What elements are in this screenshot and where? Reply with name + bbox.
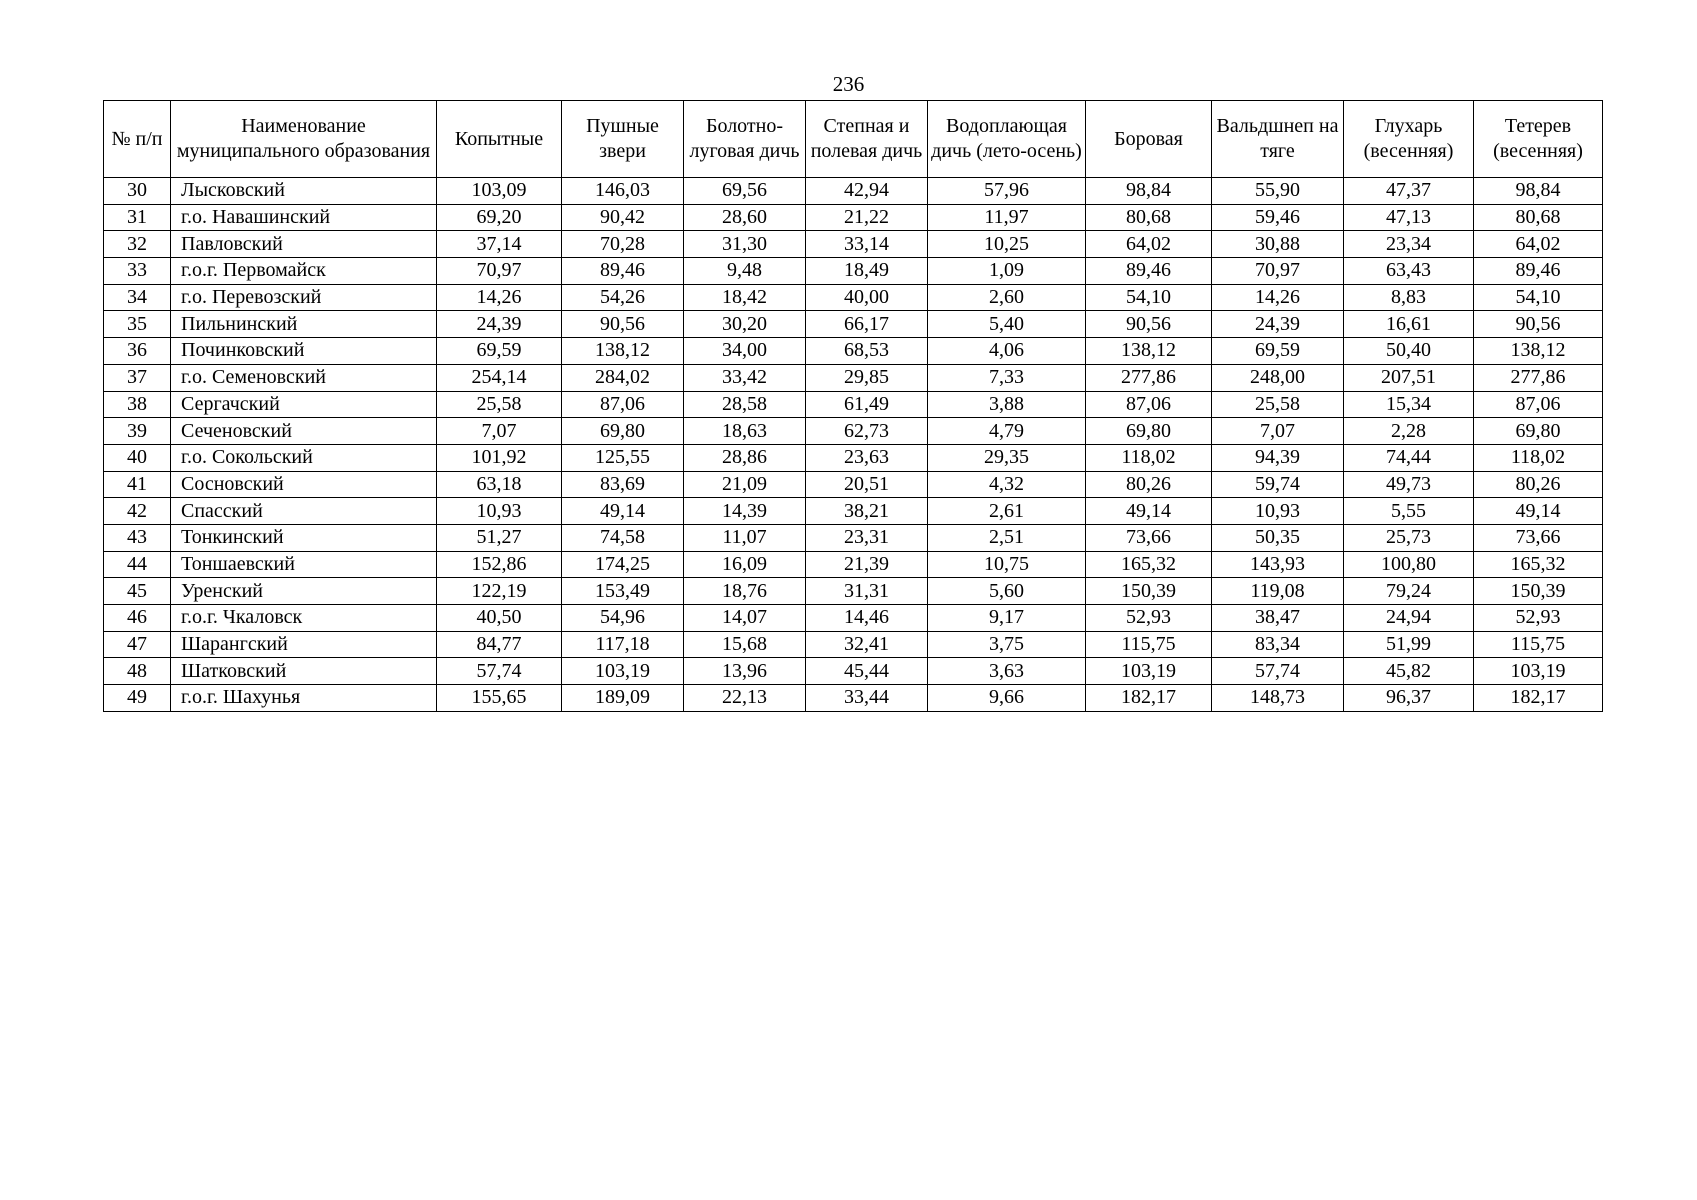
- cell-municipality: г.о.г. Первомайск: [171, 258, 437, 285]
- cell-upland-game: 89,46: [1086, 258, 1212, 285]
- cell-steppe-field-game: 23,63: [806, 444, 928, 471]
- table-row: [104, 444, 1603, 471]
- cell-upland-game: 87,06: [1086, 391, 1212, 418]
- cell-marsh-meadow-game: 28,58: [684, 391, 806, 418]
- cell-fur-animals: 284,02: [562, 364, 684, 391]
- cell-black-grouse: 49,14: [1474, 498, 1603, 525]
- cell-ungulates: 122,19: [437, 578, 562, 605]
- cell-municipality: г.о.г. Чкаловск: [171, 605, 437, 632]
- cell-ungulates: 25,58: [437, 391, 562, 418]
- cell-woodcock: 24,39: [1212, 311, 1344, 338]
- cell-steppe-field-game: 32,41: [806, 631, 928, 658]
- cell-upland-game: 150,39: [1086, 578, 1212, 605]
- cell-waterfowl: 2,61: [928, 498, 1086, 525]
- cell-capercaillie: 24,94: [1344, 605, 1474, 632]
- cell-fur-animals: 138,12: [562, 338, 684, 365]
- cell-fur-animals: 89,46: [562, 258, 684, 285]
- cell-municipality: г.о. Навашинский: [171, 204, 437, 231]
- cell-woodcock: 59,46: [1212, 204, 1344, 231]
- table-row: [104, 524, 1603, 551]
- cell-waterfowl: 11,97: [928, 204, 1086, 231]
- cell-black-grouse: 98,84: [1474, 178, 1603, 205]
- table-row: [104, 418, 1603, 445]
- cell-upland-game: 103,19: [1086, 658, 1212, 685]
- cell-ungulates: 10,93: [437, 498, 562, 525]
- cell-black-grouse: 64,02: [1474, 231, 1603, 258]
- cell-marsh-meadow-game: 14,07: [684, 605, 806, 632]
- cell-municipality: Спасский: [171, 498, 437, 525]
- cell-marsh-meadow-game: 33,42: [684, 364, 806, 391]
- header-woodcock: Вальдшнеп на тяге: [1212, 101, 1344, 178]
- cell-waterfowl: 2,51: [928, 524, 1086, 551]
- cell-steppe-field-game: 18,49: [806, 258, 928, 285]
- cell-waterfowl: 4,06: [928, 338, 1086, 365]
- cell-fur-animals: 54,96: [562, 605, 684, 632]
- cell-waterfowl: 9,17: [928, 605, 1086, 632]
- cell-waterfowl: 5,40: [928, 311, 1086, 338]
- table-row: [104, 311, 1603, 338]
- cell-waterfowl: 29,35: [928, 444, 1086, 471]
- cell-capercaillie: 23,34: [1344, 231, 1474, 258]
- cell-upland-game: 64,02: [1086, 231, 1212, 258]
- cell-capercaillie: 15,34: [1344, 391, 1474, 418]
- cell-waterfowl: 10,75: [928, 551, 1086, 578]
- cell-waterfowl: 3,88: [928, 391, 1086, 418]
- cell-ungulates: 103,09: [437, 178, 562, 205]
- cell-upland-game: 182,17: [1086, 685, 1212, 712]
- header-ungulates: Копытные: [437, 101, 562, 178]
- cell-ungulates: 37,14: [437, 231, 562, 258]
- cell-marsh-meadow-game: 31,30: [684, 231, 806, 258]
- cell-ungulates: 14,26: [437, 284, 562, 311]
- cell-ungulates: 152,86: [437, 551, 562, 578]
- cell-municipality: г.о.г. Шахунья: [171, 685, 437, 712]
- cell-upland-game: 138,12: [1086, 338, 1212, 365]
- cell-waterfowl: 7,33: [928, 364, 1086, 391]
- cell-number: 32: [104, 231, 171, 258]
- table-row: [104, 605, 1603, 632]
- cell-ungulates: 69,59: [437, 338, 562, 365]
- header-upland-game: Боровая: [1086, 101, 1212, 178]
- cell-woodcock: 94,39: [1212, 444, 1344, 471]
- cell-marsh-meadow-game: 18,76: [684, 578, 806, 605]
- cell-capercaillie: 8,83: [1344, 284, 1474, 311]
- cell-number: 47: [104, 631, 171, 658]
- cell-ungulates: 101,92: [437, 444, 562, 471]
- cell-black-grouse: 54,10: [1474, 284, 1603, 311]
- cell-upland-game: 165,32: [1086, 551, 1212, 578]
- cell-number: 36: [104, 338, 171, 365]
- cell-marsh-meadow-game: 15,68: [684, 631, 806, 658]
- cell-ungulates: 24,39: [437, 311, 562, 338]
- cell-municipality: Тоншаевский: [171, 551, 437, 578]
- cell-woodcock: 83,34: [1212, 631, 1344, 658]
- cell-woodcock: 55,90: [1212, 178, 1344, 205]
- cell-number: 49: [104, 685, 171, 712]
- cell-upland-game: 54,10: [1086, 284, 1212, 311]
- cell-woodcock: 143,93: [1212, 551, 1344, 578]
- cell-capercaillie: 51,99: [1344, 631, 1474, 658]
- cell-marsh-meadow-game: 28,86: [684, 444, 806, 471]
- cell-municipality: Шатковский: [171, 658, 437, 685]
- cell-waterfowl: 3,63: [928, 658, 1086, 685]
- cell-ungulates: 84,77: [437, 631, 562, 658]
- cell-steppe-field-game: 40,00: [806, 284, 928, 311]
- header-municipality: Наименование муниципального образования: [171, 101, 437, 178]
- cell-steppe-field-game: 21,39: [806, 551, 928, 578]
- table-body: [104, 178, 1603, 712]
- cell-upland-game: 73,66: [1086, 524, 1212, 551]
- cell-steppe-field-game: 33,14: [806, 231, 928, 258]
- cell-upland-game: 69,80: [1086, 418, 1212, 445]
- cell-upland-game: 49,14: [1086, 498, 1212, 525]
- table-row: [104, 284, 1603, 311]
- cell-waterfowl: 57,96: [928, 178, 1086, 205]
- cell-number: 31: [104, 204, 171, 231]
- cell-upland-game: 118,02: [1086, 444, 1212, 471]
- cell-fur-animals: 90,56: [562, 311, 684, 338]
- table-row: [104, 658, 1603, 685]
- cell-ungulates: 69,20: [437, 204, 562, 231]
- table-row: [104, 364, 1603, 391]
- header-marsh-meadow-game: Болотно-луговая дичь: [684, 101, 806, 178]
- cell-number: 33: [104, 258, 171, 285]
- header-fur-animals: Пушные звери: [562, 101, 684, 178]
- cell-marsh-meadow-game: 13,96: [684, 658, 806, 685]
- cell-capercaillie: 16,61: [1344, 311, 1474, 338]
- cell-number: 44: [104, 551, 171, 578]
- cell-municipality: г.о. Семеновский: [171, 364, 437, 391]
- cell-black-grouse: 150,39: [1474, 578, 1603, 605]
- cell-fur-animals: 153,49: [562, 578, 684, 605]
- cell-upland-game: 80,68: [1086, 204, 1212, 231]
- cell-marsh-meadow-game: 22,13: [684, 685, 806, 712]
- cell-steppe-field-game: 23,31: [806, 524, 928, 551]
- cell-number: 41: [104, 471, 171, 498]
- cell-steppe-field-game: 38,21: [806, 498, 928, 525]
- cell-number: 42: [104, 498, 171, 525]
- cell-ungulates: 40,50: [437, 605, 562, 632]
- cell-black-grouse: 87,06: [1474, 391, 1603, 418]
- cell-black-grouse: 138,12: [1474, 338, 1603, 365]
- cell-fur-animals: 146,03: [562, 178, 684, 205]
- cell-black-grouse: 80,68: [1474, 204, 1603, 231]
- cell-municipality: г.о. Сокольский: [171, 444, 437, 471]
- cell-number: 46: [104, 605, 171, 632]
- table-row: [104, 498, 1603, 525]
- table-row: [104, 685, 1603, 712]
- cell-steppe-field-game: 14,46: [806, 605, 928, 632]
- cell-municipality: Уренский: [171, 578, 437, 605]
- cell-marsh-meadow-game: 14,39: [684, 498, 806, 525]
- table-row: [104, 338, 1603, 365]
- cell-upland-game: 277,86: [1086, 364, 1212, 391]
- cell-fur-animals: 83,69: [562, 471, 684, 498]
- cell-fur-animals: 174,25: [562, 551, 684, 578]
- cell-steppe-field-game: 42,94: [806, 178, 928, 205]
- cell-fur-animals: 70,28: [562, 231, 684, 258]
- cell-marsh-meadow-game: 11,07: [684, 524, 806, 551]
- cell-capercaillie: 96,37: [1344, 685, 1474, 712]
- cell-upland-game: 52,93: [1086, 605, 1212, 632]
- cell-marsh-meadow-game: 18,63: [684, 418, 806, 445]
- cell-woodcock: 248,00: [1212, 364, 1344, 391]
- cell-capercaillie: 47,13: [1344, 204, 1474, 231]
- table-row: [104, 204, 1603, 231]
- cell-waterfowl: 4,32: [928, 471, 1086, 498]
- cell-fur-animals: 74,58: [562, 524, 684, 551]
- header-steppe-field-game: Степная и полевая дичь: [806, 101, 928, 178]
- cell-capercaillie: 5,55: [1344, 498, 1474, 525]
- cell-steppe-field-game: 45,44: [806, 658, 928, 685]
- cell-woodcock: 148,73: [1212, 685, 1344, 712]
- cell-capercaillie: 47,37: [1344, 178, 1474, 205]
- cell-marsh-meadow-game: 9,48: [684, 258, 806, 285]
- cell-black-grouse: 89,46: [1474, 258, 1603, 285]
- header-black-grouse: Тетерев (весенняя): [1474, 101, 1603, 178]
- table-row: [104, 391, 1603, 418]
- page-number: 236: [832, 72, 865, 96]
- table-row: [104, 231, 1603, 258]
- cell-steppe-field-game: 20,51: [806, 471, 928, 498]
- cell-waterfowl: 4,79: [928, 418, 1086, 445]
- cell-woodcock: 38,47: [1212, 605, 1344, 632]
- table-header: [104, 101, 1603, 178]
- cell-steppe-field-game: 33,44: [806, 685, 928, 712]
- cell-woodcock: 10,93: [1212, 498, 1344, 525]
- table-row: [104, 578, 1603, 605]
- cell-fur-animals: 49,14: [562, 498, 684, 525]
- cell-number: 48: [104, 658, 171, 685]
- cell-ungulates: 70,97: [437, 258, 562, 285]
- cell-woodcock: 59,74: [1212, 471, 1344, 498]
- cell-marsh-meadow-game: 16,09: [684, 551, 806, 578]
- cell-capercaillie: 100,80: [1344, 551, 1474, 578]
- cell-marsh-meadow-game: 34,00: [684, 338, 806, 365]
- cell-steppe-field-game: 61,49: [806, 391, 928, 418]
- cell-capercaillie: 63,43: [1344, 258, 1474, 285]
- header-waterfowl: Водоплающая дичь (лето-осень): [928, 101, 1086, 178]
- cell-marsh-meadow-game: 69,56: [684, 178, 806, 205]
- header-capercaillie: Глухарь (весенняя): [1344, 101, 1474, 178]
- cell-steppe-field-game: 21,22: [806, 204, 928, 231]
- cell-woodcock: 119,08: [1212, 578, 1344, 605]
- cell-black-grouse: 69,80: [1474, 418, 1603, 445]
- cell-steppe-field-game: 29,85: [806, 364, 928, 391]
- cell-municipality: Лысковский: [171, 178, 437, 205]
- cell-fur-animals: 87,06: [562, 391, 684, 418]
- table-row: [104, 258, 1603, 285]
- cell-black-grouse: 90,56: [1474, 311, 1603, 338]
- cell-municipality: Шарангский: [171, 631, 437, 658]
- cell-capercaillie: 74,44: [1344, 444, 1474, 471]
- cell-black-grouse: 52,93: [1474, 605, 1603, 632]
- cell-black-grouse: 165,32: [1474, 551, 1603, 578]
- cell-number: 45: [104, 578, 171, 605]
- cell-woodcock: 57,74: [1212, 658, 1344, 685]
- cell-marsh-meadow-game: 21,09: [684, 471, 806, 498]
- cell-woodcock: 30,88: [1212, 231, 1344, 258]
- cell-ungulates: 51,27: [437, 524, 562, 551]
- cell-capercaillie: 207,51: [1344, 364, 1474, 391]
- cell-number: 38: [104, 391, 171, 418]
- hunting-resources-table: [103, 100, 1603, 712]
- cell-waterfowl: 10,25: [928, 231, 1086, 258]
- cell-number: 37: [104, 364, 171, 391]
- cell-ungulates: 57,74: [437, 658, 562, 685]
- cell-fur-animals: 69,80: [562, 418, 684, 445]
- cell-upland-game: 98,84: [1086, 178, 1212, 205]
- cell-municipality: Починковский: [171, 338, 437, 365]
- cell-woodcock: 50,35: [1212, 524, 1344, 551]
- cell-number: 40: [104, 444, 171, 471]
- cell-upland-game: 115,75: [1086, 631, 1212, 658]
- cell-waterfowl: 5,60: [928, 578, 1086, 605]
- cell-black-grouse: 118,02: [1474, 444, 1603, 471]
- cell-fur-animals: 54,26: [562, 284, 684, 311]
- cell-capercaillie: 45,82: [1344, 658, 1474, 685]
- cell-municipality: Сеченовский: [171, 418, 437, 445]
- cell-upland-game: 90,56: [1086, 311, 1212, 338]
- cell-fur-animals: 90,42: [562, 204, 684, 231]
- cell-steppe-field-game: 31,31: [806, 578, 928, 605]
- cell-ungulates: 155,65: [437, 685, 562, 712]
- cell-waterfowl: 3,75: [928, 631, 1086, 658]
- cell-fur-animals: 189,09: [562, 685, 684, 712]
- cell-woodcock: 14,26: [1212, 284, 1344, 311]
- cell-woodcock: 7,07: [1212, 418, 1344, 445]
- cell-municipality: г.о. Перевозский: [171, 284, 437, 311]
- cell-municipality: Павловский: [171, 231, 437, 258]
- cell-fur-animals: 103,19: [562, 658, 684, 685]
- cell-municipality: Тонкинский: [171, 524, 437, 551]
- cell-woodcock: 70,97: [1212, 258, 1344, 285]
- cell-steppe-field-game: 66,17: [806, 311, 928, 338]
- cell-ungulates: 7,07: [437, 418, 562, 445]
- cell-ungulates: 63,18: [437, 471, 562, 498]
- table-row: [104, 631, 1603, 658]
- cell-waterfowl: 1,09: [928, 258, 1086, 285]
- cell-fur-animals: 125,55: [562, 444, 684, 471]
- cell-waterfowl: 9,66: [928, 685, 1086, 712]
- cell-woodcock: 25,58: [1212, 391, 1344, 418]
- cell-number: 39: [104, 418, 171, 445]
- cell-capercaillie: 25,73: [1344, 524, 1474, 551]
- cell-steppe-field-game: 62,73: [806, 418, 928, 445]
- cell-fur-animals: 117,18: [562, 631, 684, 658]
- cell-marsh-meadow-game: 30,20: [684, 311, 806, 338]
- cell-number: 35: [104, 311, 171, 338]
- cell-municipality: Пильнинский: [171, 311, 437, 338]
- cell-ungulates: 254,14: [437, 364, 562, 391]
- cell-waterfowl: 2,60: [928, 284, 1086, 311]
- table-row: [104, 178, 1603, 205]
- cell-steppe-field-game: 68,53: [806, 338, 928, 365]
- cell-capercaillie: 2,28: [1344, 418, 1474, 445]
- cell-capercaillie: 79,24: [1344, 578, 1474, 605]
- cell-capercaillie: 49,73: [1344, 471, 1474, 498]
- cell-number: 30: [104, 178, 171, 205]
- cell-municipality: Сосновский: [171, 471, 437, 498]
- cell-marsh-meadow-game: 18,42: [684, 284, 806, 311]
- cell-woodcock: 69,59: [1212, 338, 1344, 365]
- cell-black-grouse: 115,75: [1474, 631, 1603, 658]
- header-number: № п/п: [104, 101, 171, 178]
- cell-number: 34: [104, 284, 171, 311]
- table-row: [104, 471, 1603, 498]
- cell-black-grouse: 103,19: [1474, 658, 1603, 685]
- table-row: [104, 551, 1603, 578]
- cell-black-grouse: 73,66: [1474, 524, 1603, 551]
- cell-upland-game: 80,26: [1086, 471, 1212, 498]
- cell-capercaillie: 50,40: [1344, 338, 1474, 365]
- cell-number: 43: [104, 524, 171, 551]
- header-row: [104, 101, 1603, 178]
- cell-marsh-meadow-game: 28,60: [684, 204, 806, 231]
- cell-municipality: Сергачский: [171, 391, 437, 418]
- cell-black-grouse: 182,17: [1474, 685, 1603, 712]
- cell-black-grouse: 80,26: [1474, 471, 1603, 498]
- cell-black-grouse: 277,86: [1474, 364, 1603, 391]
